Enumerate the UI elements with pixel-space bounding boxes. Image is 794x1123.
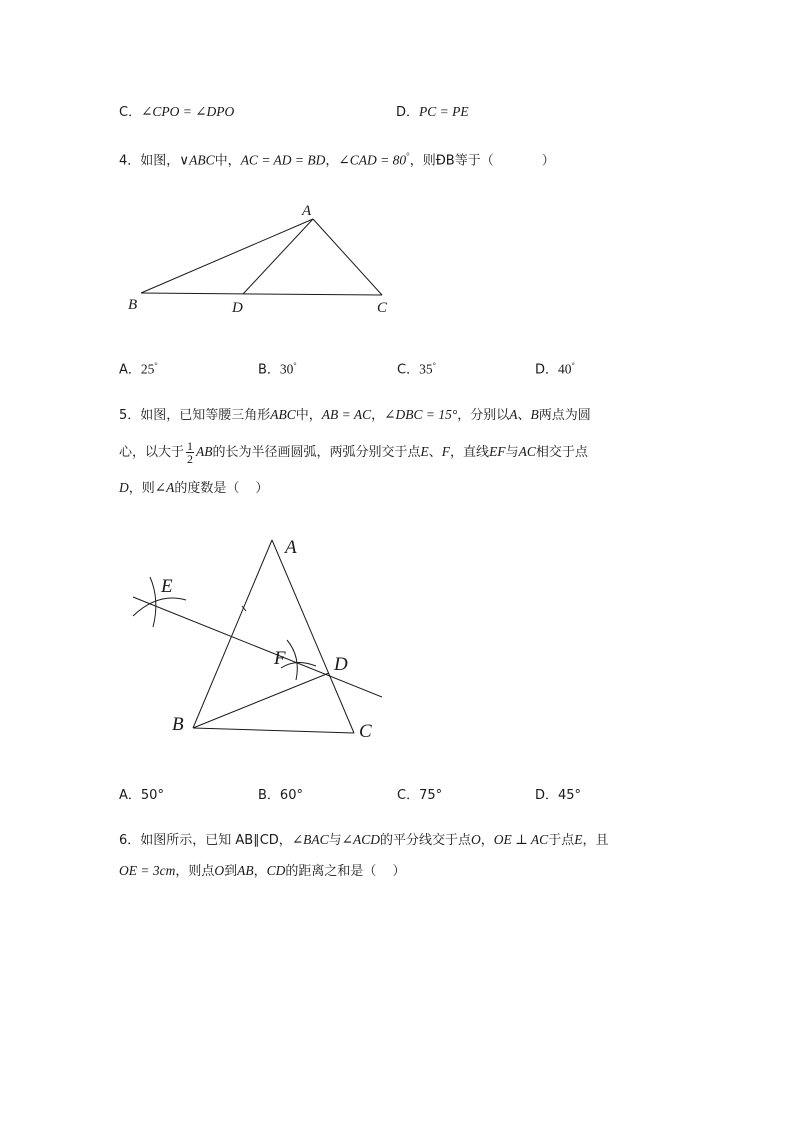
q6-stem-line-1	[119, 830, 608, 851]
q6-point-e: E	[574, 832, 583, 847]
q5-option-c	[397, 786, 442, 806]
q5-option-c-value: 75°	[419, 788, 443, 803]
q4-option-b-value: 30	[279, 361, 294, 377]
q4-figure	[0, 0, 794, 330]
q4-option-c-value: 35	[419, 361, 433, 377]
q5-text: 中，	[295, 408, 322, 423]
q4-number: 4．如图，	[119, 153, 180, 169]
q5-text: ，分别以	[457, 408, 510, 423]
q4-label-b: B	[128, 297, 138, 313]
q5-fraction	[186, 440, 194, 465]
q5-option-a-value: 50°	[140, 788, 164, 803]
q3-option-c-expr: ∠CPO = ∠DPO	[141, 104, 235, 119]
q4-option-a-label: A．	[119, 362, 141, 378]
q5-option-d	[535, 786, 581, 806]
q6-text: 到	[224, 864, 238, 879]
q5-point-d: D	[119, 480, 129, 495]
q5-segment-ab	[193, 540, 272, 728]
q5-close-paren: ）	[255, 481, 269, 496]
q5-line-ef: EF	[489, 444, 506, 459]
q4-option-a	[119, 356, 158, 380]
q4-triangle: ∨ABC	[179, 152, 215, 168]
q4-option-b-label: B．	[258, 362, 280, 378]
q5-label-a: A	[285, 537, 297, 558]
q3-option-d-label: D．	[396, 105, 420, 120]
q4-segment-bc	[141, 293, 382, 295]
q5-label-b: B	[172, 714, 184, 735]
q4-option-c-unit: °	[432, 361, 436, 370]
q6-text: ，则点	[175, 864, 215, 879]
q4-label-a: A	[302, 203, 312, 219]
q4-segment-ad	[243, 219, 313, 294]
q4-segment-ab	[141, 219, 313, 293]
q4-option-d	[535, 356, 575, 380]
q6-condition: OE = 3cm	[119, 863, 176, 878]
q5-text: ，直线	[450, 445, 490, 460]
q6-line-cd: CD	[266, 863, 286, 878]
q5-label-c: C	[359, 721, 372, 742]
q5-text: 相交于点	[535, 445, 588, 460]
q5-figure	[0, 520, 794, 750]
q5-point-b: B	[530, 407, 539, 422]
q4-option-c	[397, 356, 436, 380]
q4-question: ，则ÐB等于（	[409, 153, 494, 169]
q5-label-d: D	[334, 654, 348, 675]
q5-segment-ac	[272, 540, 354, 733]
q4-option-a-unit: °	[154, 361, 158, 370]
q5-text: 心，以大于	[119, 445, 185, 460]
q5-condition-1: AB = AC	[321, 407, 372, 422]
q5-label-e: E	[161, 576, 173, 597]
q5-text: 与	[505, 445, 519, 460]
q5-option-b	[258, 786, 303, 806]
q6-point-o: O	[214, 863, 225, 878]
q5-angle-a: ∠A	[154, 480, 175, 495]
q5-fraction-numerator: 1	[187, 439, 194, 453]
q5-condition-2: ∠DBC = 15°	[384, 407, 458, 422]
q6-text: ，	[253, 864, 267, 879]
q5-option-d-value: 45°	[558, 788, 582, 803]
q5-text: 5．如图，已知等腰三角形	[119, 408, 271, 423]
q5-text: ，	[371, 408, 385, 423]
q5-segment-bc	[193, 728, 354, 733]
q6-perpendicular: OE ⊥ AC	[493, 832, 549, 847]
q5-stem-line-1	[119, 405, 591, 426]
q5-label-f: F	[274, 648, 286, 669]
q6-text: 与	[328, 833, 342, 848]
q5-point-e: E	[420, 444, 429, 459]
q4-degree: °	[406, 151, 410, 161]
q4-close-paren: ）	[541, 153, 555, 169]
q5-segment-bd	[193, 673, 329, 728]
q5-point-a: A	[509, 407, 518, 422]
q5-text: ，则	[128, 481, 155, 496]
q6-text: ，且	[582, 833, 609, 848]
q4-label-d: D	[232, 300, 243, 316]
q5-stem-line-2	[119, 439, 588, 466]
q4-option-d-value: 40	[558, 361, 572, 377]
q5-option-b-label: B．	[258, 788, 280, 803]
q5-text: 两点为圆	[538, 408, 591, 423]
q3-option-d-expr: PC = PE	[419, 104, 469, 119]
q5-segment-ab: AB	[196, 444, 213, 459]
q5-question: 的度数是（	[174, 481, 240, 496]
q6-point-o: O	[470, 832, 481, 847]
q5-stem-line-3	[119, 478, 268, 499]
q4-condition-2: ∠CAD = 80	[338, 152, 407, 168]
q6-close-paren: ）	[392, 864, 406, 879]
q5-option-a	[119, 786, 164, 806]
q5-option-a-label: A．	[119, 788, 141, 803]
q6-text: 于点	[548, 833, 575, 848]
q6-angle-acd: ∠ACD	[341, 832, 380, 847]
q6-line-ab: AB	[237, 863, 254, 878]
q4-option-b-unit: °	[293, 361, 297, 370]
q3-option-c-label: C．	[119, 105, 142, 120]
q6-text: ，	[480, 833, 494, 848]
q5-option-d-label: D．	[535, 788, 559, 803]
q6-stem-line-2	[119, 861, 405, 882]
q5-line-ef	[133, 597, 382, 697]
q4-condition-1: AC = AD = BD	[240, 152, 326, 168]
q6-text: 6．如图所示，已知 AB∥CD，	[119, 833, 292, 848]
q4-option-d-label: D．	[535, 362, 559, 378]
q5-option-c-label: C．	[397, 788, 420, 803]
q4-option-c-label: C．	[397, 362, 420, 378]
q6-question: 的距离之和是（	[285, 864, 377, 879]
q5-triangle: ABC	[270, 407, 296, 422]
q5-point-f: F	[441, 444, 451, 459]
q5-fraction-denominator: 2	[187, 452, 194, 466]
q4-text: 中，	[214, 153, 241, 169]
q5-text: 、	[428, 445, 442, 460]
q5-text: 、	[517, 408, 531, 423]
q4-segment-ac	[313, 219, 382, 295]
q6-text: 的平分线交于点	[379, 833, 471, 848]
q5-segment-ac: AC	[518, 444, 536, 459]
q6-angle-bac: ∠BAC	[291, 832, 329, 847]
q4-label-c: C	[377, 300, 388, 316]
q4-option-b	[258, 356, 297, 380]
q4-separator: ，	[325, 153, 339, 169]
q4-option-d-unit: °	[571, 361, 575, 370]
q5-option-b-value: 60°	[279, 788, 303, 803]
q4-option-a-value: 25	[140, 361, 155, 377]
q5-text: 的长为半径画圆弧，两弧分别交于点	[212, 445, 421, 460]
